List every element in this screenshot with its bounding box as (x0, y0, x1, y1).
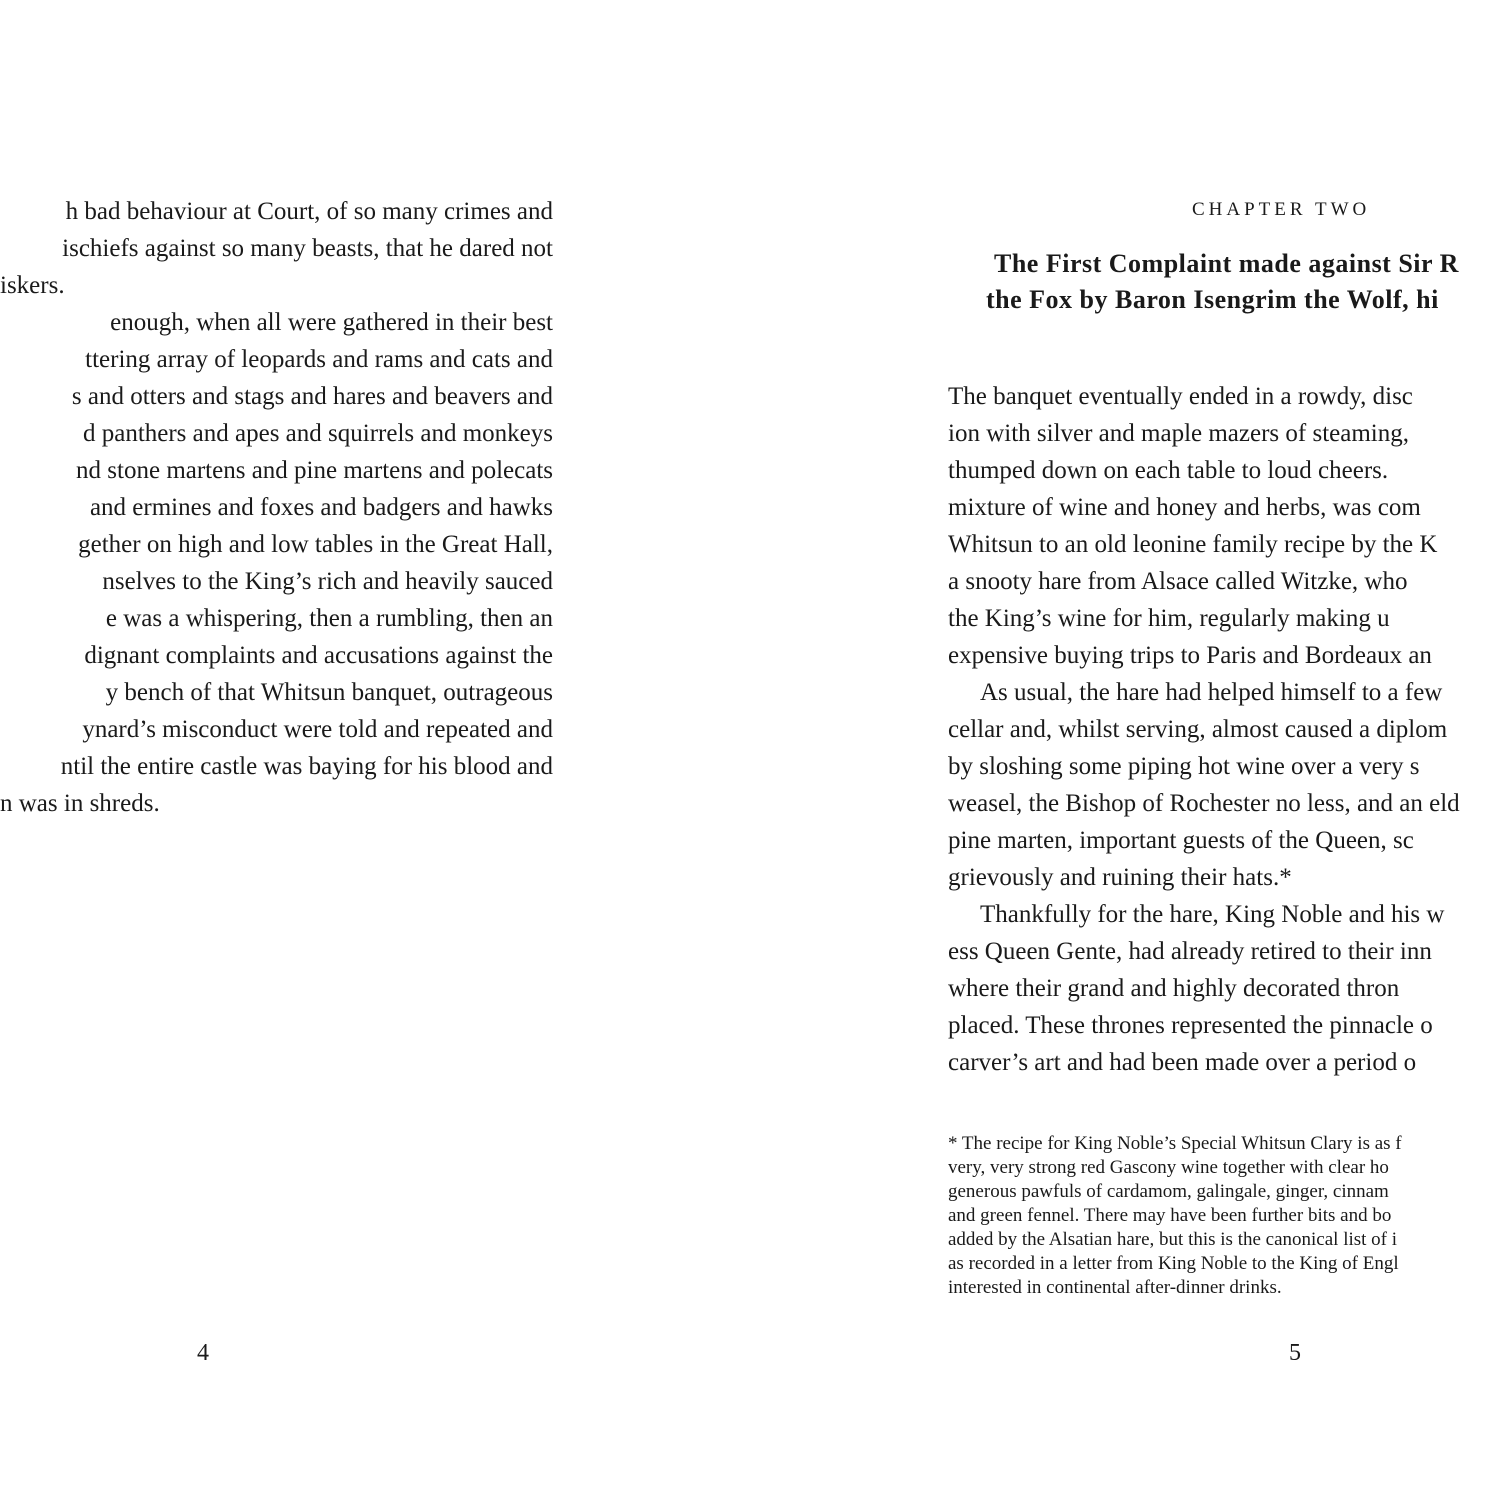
chapter-title-line: The First Complaint made against Sir R (994, 249, 1459, 278)
body-line: pine marten, important guests of the Queen, sc (948, 827, 1414, 854)
body-line: h bad behaviour at Court, of so many crimes and (65, 198, 553, 225)
body-line: weasel, the Bishop of Rochester no less, and an eld (948, 790, 1460, 817)
body-line: y bench of that Whitsun banquet, outrageous (105, 679, 553, 706)
body-line: carver’s art and had been made over a period o (948, 1049, 1417, 1076)
body-line: cellar and, whilst serving, almost caused a diplom (948, 716, 1448, 743)
footnote-line: very, very strong red Gascony wine together with clear ho (948, 1157, 1389, 1178)
body-line: As usual, the hare had helped himself to a few (980, 679, 1443, 706)
body-line: The banquet eventually ended in a rowdy, disc (948, 383, 1413, 410)
body-line: mixture of wine and honey and herbs, was com (948, 494, 1421, 521)
body-line: where their grand and highly decorated thron (948, 975, 1400, 1002)
page-number: 5 (1289, 1340, 1301, 1366)
body-line: nd stone martens and pine martens and polecats (76, 457, 553, 484)
body-line: ttering array of leopards and rams and cats and (85, 346, 553, 373)
body-line: ynard’s misconduct were told and repeated and (82, 716, 553, 743)
footnote-line: as recorded in a letter from King Noble to the King of Engl (948, 1253, 1399, 1274)
body-line: n was in shreds. (0, 790, 160, 817)
body-line: Thankfully for the hare, King Noble and his w (980, 901, 1445, 928)
body-line: nselves to the King’s rich and heavily sauced (102, 568, 553, 595)
body-line: by sloshing some piping hot wine over a very s (948, 753, 1420, 780)
body-line: Whitsun to an old leonine family recipe by the K (948, 531, 1438, 558)
footnote-line: * The recipe for King Noble’s Special Whitsun Clary is as f (948, 1133, 1402, 1154)
body-line: d panthers and apes and squirrels and monkeys (82, 420, 553, 447)
chapter-title-line: the Fox by Baron Isengrim the Wolf, hi (986, 285, 1439, 314)
body-line: s and otters and stags and hares and beavers and (71, 383, 553, 410)
body-line: expensive buying trips to Paris and Bordeaux an (948, 642, 1432, 669)
body-line: and ermines and foxes and badgers and hawks (89, 494, 553, 521)
body-line: iskers. (0, 272, 65, 299)
footnote-line: interested in continental after-dinner drinks. (948, 1277, 1282, 1298)
body-line: ischiefs against so many beasts, that he dared not (62, 235, 553, 262)
body-line: dignant complaints and accusations against the (84, 642, 553, 669)
body-line: gether on high and low tables in the Great Hall, (78, 531, 553, 558)
footnote-line: and green fennel. There may have been further bits and bo (948, 1205, 1392, 1226)
body-line: enough, when all were gathered in their best (110, 309, 553, 336)
body-line: ntil the entire castle was baying for his blood and (60, 753, 553, 780)
chapter-label: CHAPTER TWO (1192, 199, 1371, 220)
body-line: e was a whispering, then a rumbling, then an (105, 605, 553, 632)
footnote-line: added by the Alsatian hare, but this is the canonical list of i (948, 1229, 1398, 1250)
body-line: grievously and ruining their hats.* (948, 864, 1292, 891)
body-line: thumped down on each table to loud cheers. (948, 457, 1389, 484)
body-line: ess Queen Gente, had already retired to their inn (948, 938, 1432, 965)
body-line: ion with silver and maple mazers of steaming, (948, 420, 1409, 447)
body-line: the King’s wine for him, regularly making u (948, 605, 1390, 632)
body-line: a snooty hare from Alsace called Witzke, who (948, 568, 1408, 595)
body-line: placed. These thrones represented the pinnacle o (948, 1012, 1433, 1039)
footnote-line: generous pawfuls of cardamom, galingale, ginger, cinnam (948, 1181, 1389, 1202)
page-number: 4 (197, 1340, 209, 1366)
